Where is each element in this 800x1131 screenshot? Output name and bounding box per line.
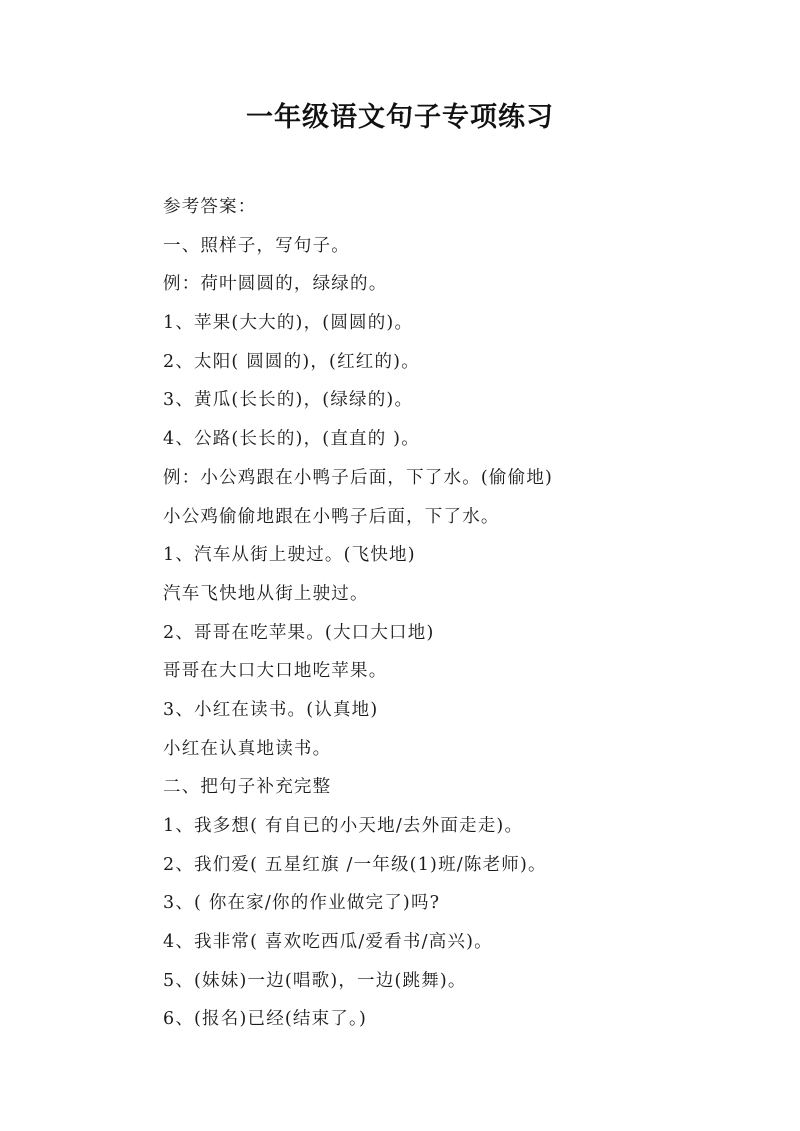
text-line: 参考答案： xyxy=(163,197,257,217)
text-line: 一、照样子，写句子。 xyxy=(163,235,350,256)
page-title: 一年级语文句子专项练习 xyxy=(246,102,554,133)
text-line: 1、苹果(大大的)，(圆圆的)。 xyxy=(163,313,414,334)
text-line: 1、汽车从街上驶过。(飞快地) xyxy=(163,545,416,566)
text-line: 小红在认真地读书。 xyxy=(163,738,332,759)
answer-content xyxy=(163,188,763,1039)
text-line: 6、(报名)已经(结束了。) xyxy=(163,1009,367,1030)
text-line: 4、我非常( 喜欢吃西瓜/爱看书/高兴)。 xyxy=(163,932,493,953)
text-line: 3、黄瓜(长长的)，(绿绿的)。 xyxy=(163,390,414,411)
text-line: 3、小红在读书。(认真地) xyxy=(163,699,379,720)
text-line: 哥哥在大口大口地吃苹果。 xyxy=(163,661,388,682)
text-line: 例：荷叶圆圆的，绿绿的。 xyxy=(163,274,388,295)
text-line: 2、我们爱( 五星红旗 /一年级(1)班/陈老师)。 xyxy=(163,854,547,875)
text-line: 4、公路(长长的)，(直直的 )。 xyxy=(163,429,420,450)
text-line: 2、太阳( 圆圆的)，(红红的)。 xyxy=(163,351,420,372)
text-line: 例：小公鸡跟在小鸭子后面，下了水。(偷偷地) xyxy=(163,467,554,488)
text-line: 2、哥哥在吃苹果。(大口大口地) xyxy=(163,622,435,643)
text-line: 1、我多想( 有自已的小天地/去外面走走)。 xyxy=(163,816,524,836)
text-line: 小公鸡偷偷地跟在小鸭子后面，下了水。 xyxy=(163,506,500,527)
text-line: 二、把句子补充完整 xyxy=(163,777,332,798)
text-line: 3、( 你在家/你的作业做完了)吗? xyxy=(163,893,441,914)
text-line: 5、(妹妹)一边(唱歌)，一边(跳舞)。 xyxy=(163,970,467,991)
text-line: 汽车飞快地从街上驶过。 xyxy=(163,583,369,604)
